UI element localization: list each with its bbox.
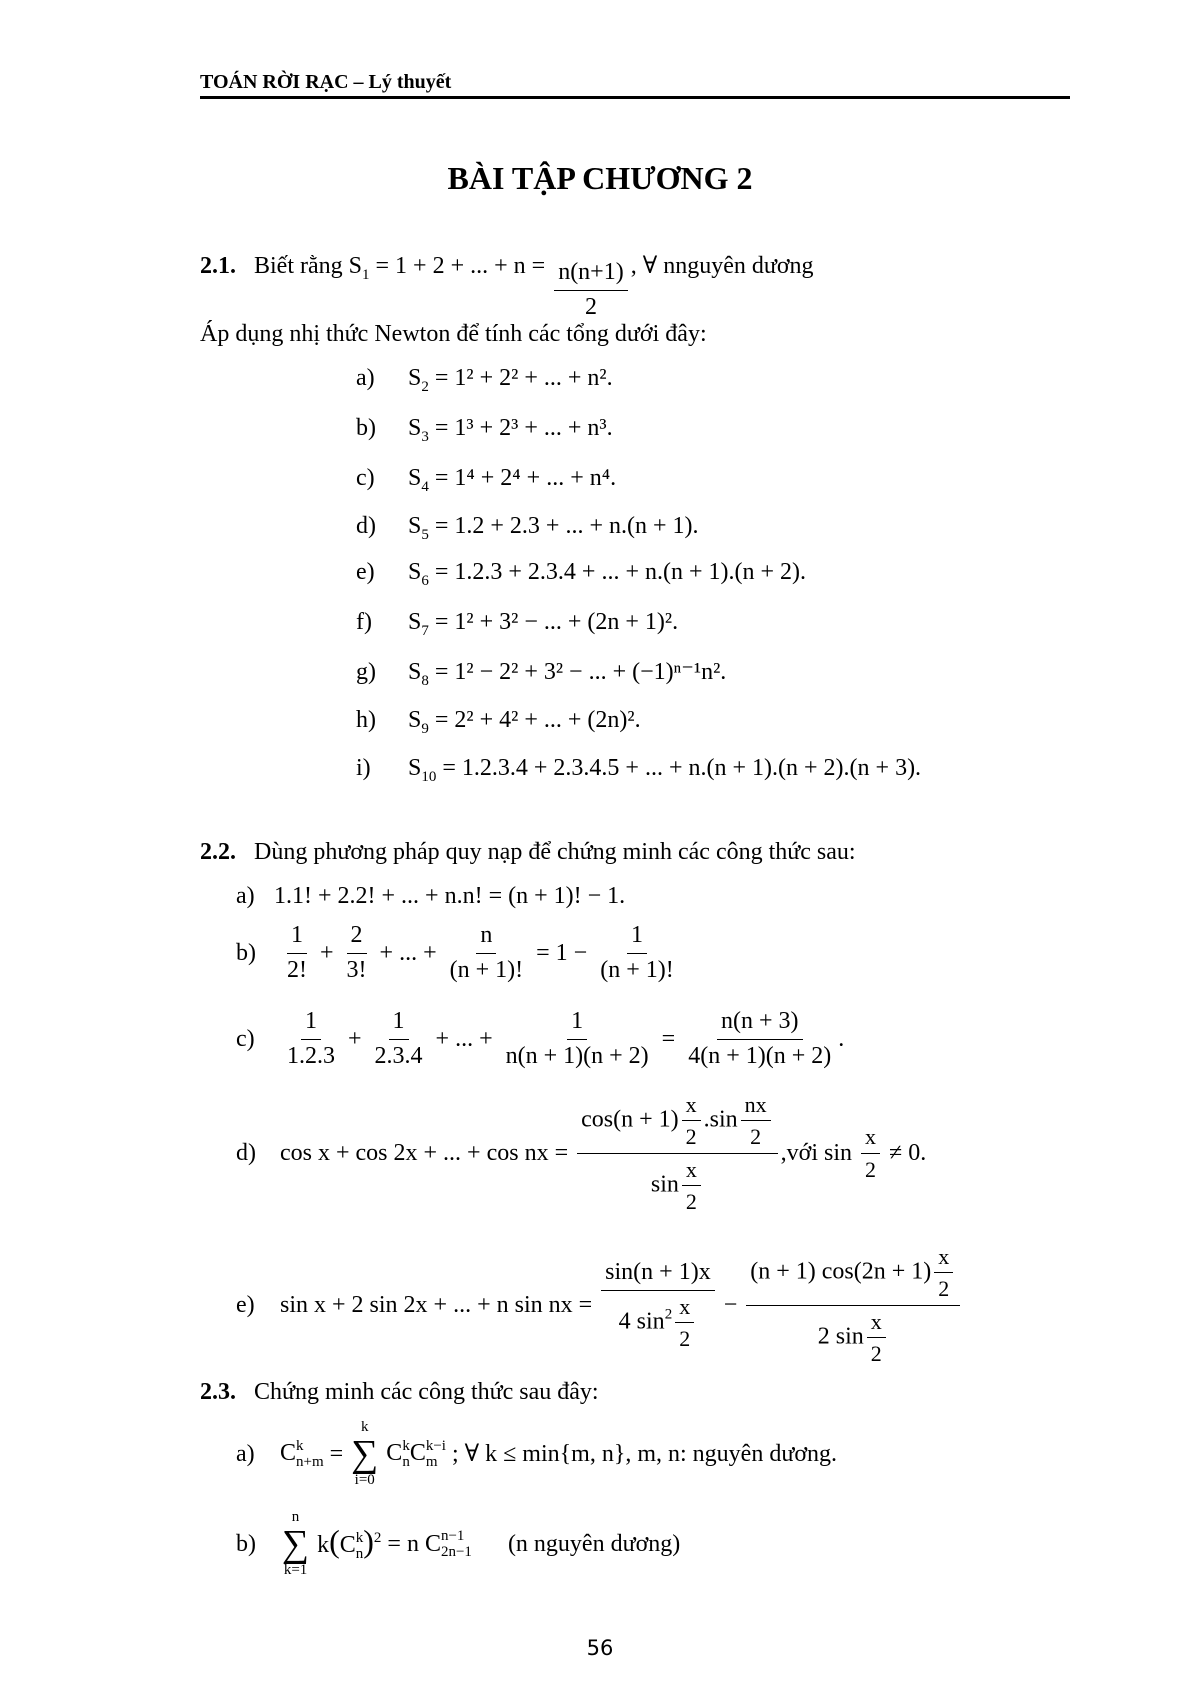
exercise-2-1-item: d) $S_5 = 1.2 + 2.3$ + ... + n.(n + 1). xyxy=(356,513,699,543)
exercise-2-1-item: c) $S_4 = 1^4 + 2^4$ + ... + n⁴. xyxy=(356,465,617,495)
formula-s1: $S_1 = 1 + 2$ + ... + n = $\frac{n(n+1)}{2}$ , ∀ nnguyên dương xyxy=(348,253,814,320)
header-rule xyxy=(200,96,1070,99)
exercise-2-1-item: e) $S_6 = 1.2.3 + 2.3.4$ + ... + n.(n + 1).(n + 2). xyxy=(356,559,807,589)
exercise-2-3-b: b) n ∑ k=1 k(C k n )$^2$ = n C n−1 2n−1 (n nguyên dương) xyxy=(236,1509,681,1578)
exercise-2-1-item: g) $S_8 = 1^2 - 2^2 + 3^2$ − ... + (−1)ⁿ⁻¹n². xyxy=(356,659,727,689)
exercise-2-2-statement xyxy=(200,840,856,864)
exercise-2-1-item: a) $S_2 = 1^2 + 2^2$ + ... + n². xyxy=(356,365,613,395)
running-header: TOÁN RỜI RẠC – Lý thuyết xyxy=(200,71,452,93)
exercise-lead: Biết rằng xyxy=(254,253,343,279)
exercise-2-3-statement xyxy=(200,1380,599,1404)
exercise-2-1-statement xyxy=(200,254,814,321)
page-number: 56 xyxy=(586,1636,614,1660)
exercise-2-2-d: d) cos x + cos 2x + ... + cos nx = cos(n + 1) $\frac{x}{2}$ .sin $\frac{nx}{2}$ sin $\frac{x}{2}$ ,với sin $\frac{x}{2}$ ≠ 0. xyxy=(236,1092,927,1214)
exercise-lead: Dùng phương pháp quy nạp để chứng minh các công thức sau: xyxy=(254,839,856,865)
page-title: BÀI TẬP CHƯƠNG 2 xyxy=(447,160,753,196)
exercise-2-1-item: f) $S_7 = 1^2 + 3^2$ − ... + (2n + 1)². xyxy=(356,609,679,639)
exercise-2-2-c: c) $\frac{1}{1.2.3}$ + $\frac{1}{2.3.4}$ + ... + $\frac{1}{n(n + 1)(n + 2)}$ = $\frac{n(n + 3)}{4(n + 1)(n + 2)}$ . xyxy=(236,1008,845,1069)
exercise-number: 2.1. xyxy=(200,253,236,279)
exercise-number: 2.3. xyxy=(200,1379,236,1405)
exercise-2-1-item: b) $S_3 = 1^3 + 2^3$ + ... + n³. xyxy=(356,415,613,445)
exercise-number: 2.2. xyxy=(200,839,236,865)
exercise-lead: Chứng minh các công thức sau đây: xyxy=(254,1379,599,1405)
exercise-2-1-intro: Áp dụng nhị thức Newton để tính các tổng dưới đây: xyxy=(200,321,707,347)
exercise-2-2-e: e) sin x + 2 sin 2x + ... + n sin nx = sin(n + 1)x 4 $\sin^2$ $\frac{x}{2}$ − (n + 1) cos(2n + 1) $\frac{x}{2}$ 2 sin $\frac{x}{2}$ xyxy=(236,1244,963,1366)
exercise-2-2-a: a) 1.1! + 2.2! + ... + n.n! = (n + 1)! − 1. xyxy=(236,883,626,909)
exercise-2-3-a: a) C k n+m = k ∑ i=0 C k n C k−i m ; ∀ k ≤ min{m, n}, m, n: nguyên dương. xyxy=(236,1419,838,1488)
exercise-2-2-b: b) $\frac{1}{2!}$ + $\frac{2}{3!}$ + ... + $\frac{n}{(n + 1)!}$ = 1 − $\frac{1}{(n + 1)!}$ xyxy=(236,922,674,983)
exercise-2-1-item: i) $S_{10} = 1.2.3.4 + 2.3.4.5$ + ... + n.(n + 1).(n + 2).(n + 3). xyxy=(356,755,922,785)
exercise-2-1-item: h) $S_9 = 2^2 + 4^2$ + ... + (2n)². xyxy=(356,707,641,737)
